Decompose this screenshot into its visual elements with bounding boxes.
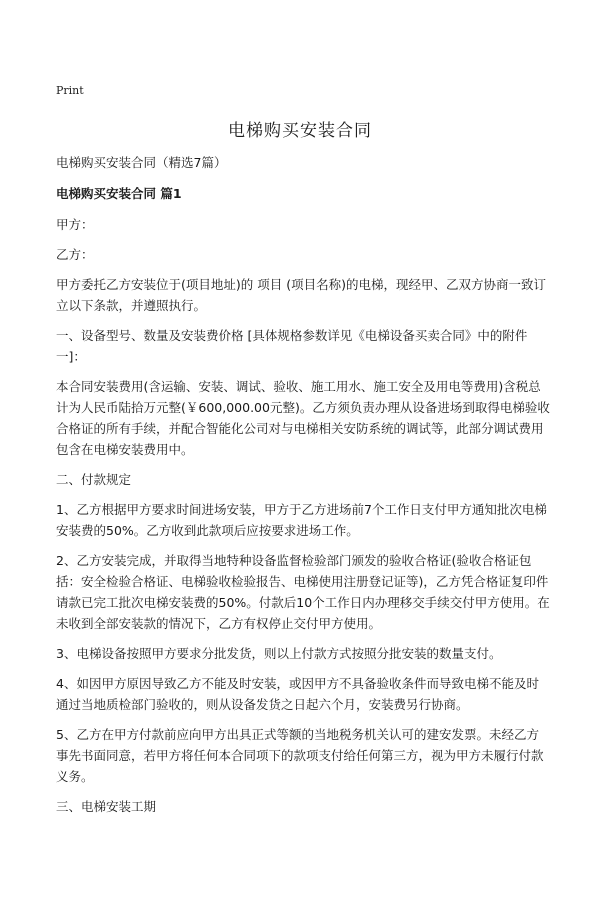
paragraph-payment-1: 1、乙方根据甲方要求时间进场安装，甲方于乙方进场前7个工作日支付甲方通知批次电梯安装费的50%。乙方收到此款项后应按要求进场工作。 (56, 502, 547, 538)
party-b-line: 乙方： (56, 247, 94, 262)
document-title: 电梯购买安装合同 (228, 121, 372, 141)
document-subtitle: 电梯购买安装合同（精选7篇） (56, 155, 227, 170)
paragraph-intro: 甲方委托乙方安装位于(项目地址)的 项目 (项目名称)的电梯，现经甲、乙双方协商一致订立以下条款，并遵照执行。 (56, 277, 546, 313)
party-a-line: 甲方： (56, 217, 94, 232)
print-label: Print (56, 84, 84, 97)
paragraph-payment-4: 4、如因甲方原因导致乙方不能及时安装，或因甲方不具备验收条件而导致电梯不能及时通过当地质检部门验收的，则从设备发货之日起六个月，安装费另行协商。 (56, 676, 539, 712)
paragraph-section-three: 三、电梯安装工期 (56, 799, 157, 814)
paragraph-payment-3: 3、电梯设备按照甲方要求分批发货，则以上付款方式按照分批安装的数量支付。 (56, 646, 502, 661)
paragraph-payment-5: 5、乙方在甲方付款前应向甲方出具正式等额的当地税务机关认可的建安发票。未经乙方事先书面同意，若甲方将任何本合同项下的款项支付给任何第三方，视为甲方未履行付款义务。 (56, 727, 544, 784)
paragraph-fee: 本合同安装费用(含运输、安装、调试、验收、施工用水、施工安全及用电等费用)含税总计为人民币陆拾万元整(￥600,000.00元整)。乙方须负责办理从设备进场到取得电梯验收合格证的所有手续，并配合智能化公司对与电梯相关安防系统的调试等，此部分调试费用包含在电梯安装费用中。 (56, 379, 550, 457)
paragraph-payment-2: 2、乙方安装完成，并取得当地特种设备监督检验部门颁发的验收合格证(验收合格证包括：安全检验合格证、电梯验收检验报告、电梯使用注册登记证等)，乙方凭合格证复印件请款已完工批次电梯安装费的50%。付款后10个工作日内办理移交手续交付甲方使用。在未收到全部安装款的情况下，乙方有权停止交付甲方使用。 (56, 553, 550, 631)
document-body (56, 152, 550, 826)
paragraph-section-one: 一、设备型号、数量及安装费价格 [具体规格参数详见《电梯设备买卖合同》中的附件一]： (56, 328, 528, 364)
paragraph-section-two: 二、付款规定 (56, 472, 132, 487)
section-heading: 电梯购买安装合同 篇1 (56, 186, 182, 201)
